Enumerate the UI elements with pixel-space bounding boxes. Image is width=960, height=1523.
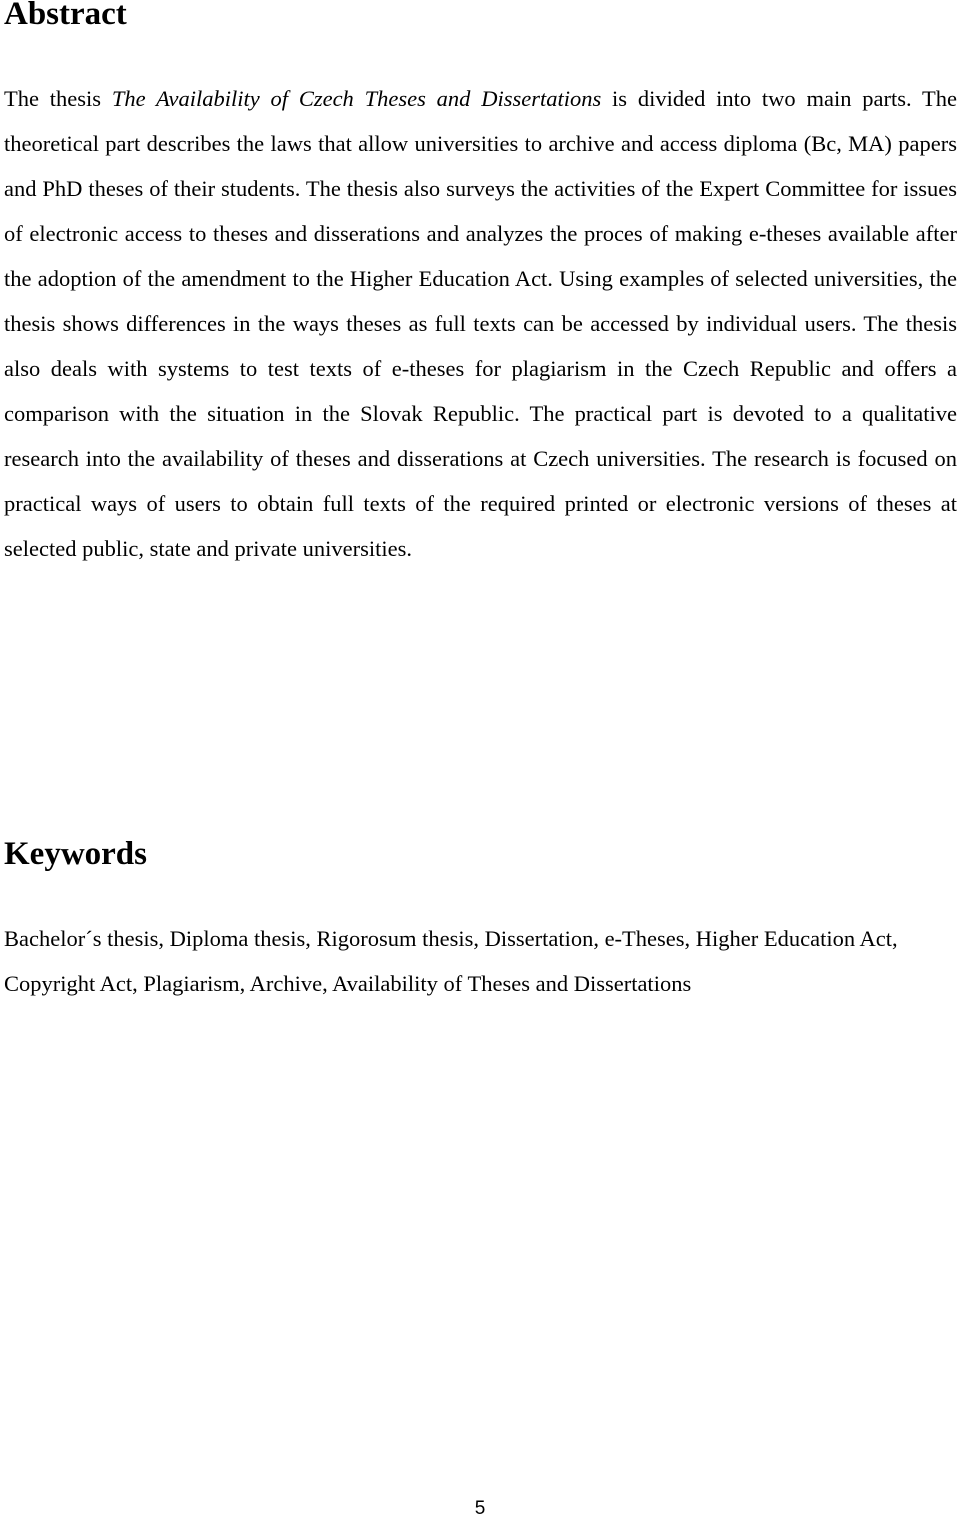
keywords-heading: Keywords <box>4 836 147 872</box>
abstract-body-text: is divided into two main parts. The theoretical part describes the laws that allow universities to archive and access diploma (Bc, MA) papers and PhD theses of their students. The thesis also surveys the activities of the Expert Committee for issues of electronic access to theses and disserations and analyzes the proces of making e-theses available after the adoption of the amendment to the Higher Education Act. Using examples of selected universities, the thesis shows differences in the ways theses as full texts can be accessed by individual users. The thesis also deals with systems to test texts of e-theses for plagiarism in the Czech Republic and offers a comparison with the situation in the Slovak Republic. The practical part is devoted to a qualitative research into the availability of theses and disserations at Czech universities. The research is focused on practical ways of users to obtain full texts of the required printed or electronic versions of theses at selected public, state and private universities. <box>4 86 958 561</box>
page-number: 5 <box>474 1498 486 1519</box>
abstract-intro-text: The thesis <box>4 86 112 111</box>
abstract-heading: Abstract <box>4 0 127 32</box>
thesis-title: The Availability of Czech Theses and Dissertations <box>111 86 602 111</box>
keywords-list: Bachelor´s thesis, Diploma thesis, Rigorosum thesis, Dissertation, e-Theses, Higher Education Act, Copyright Act, Plagiarism, Archive, Availability of Theses and Dissertations <box>4 926 898 996</box>
abstract-paragraph <box>4 76 957 571</box>
